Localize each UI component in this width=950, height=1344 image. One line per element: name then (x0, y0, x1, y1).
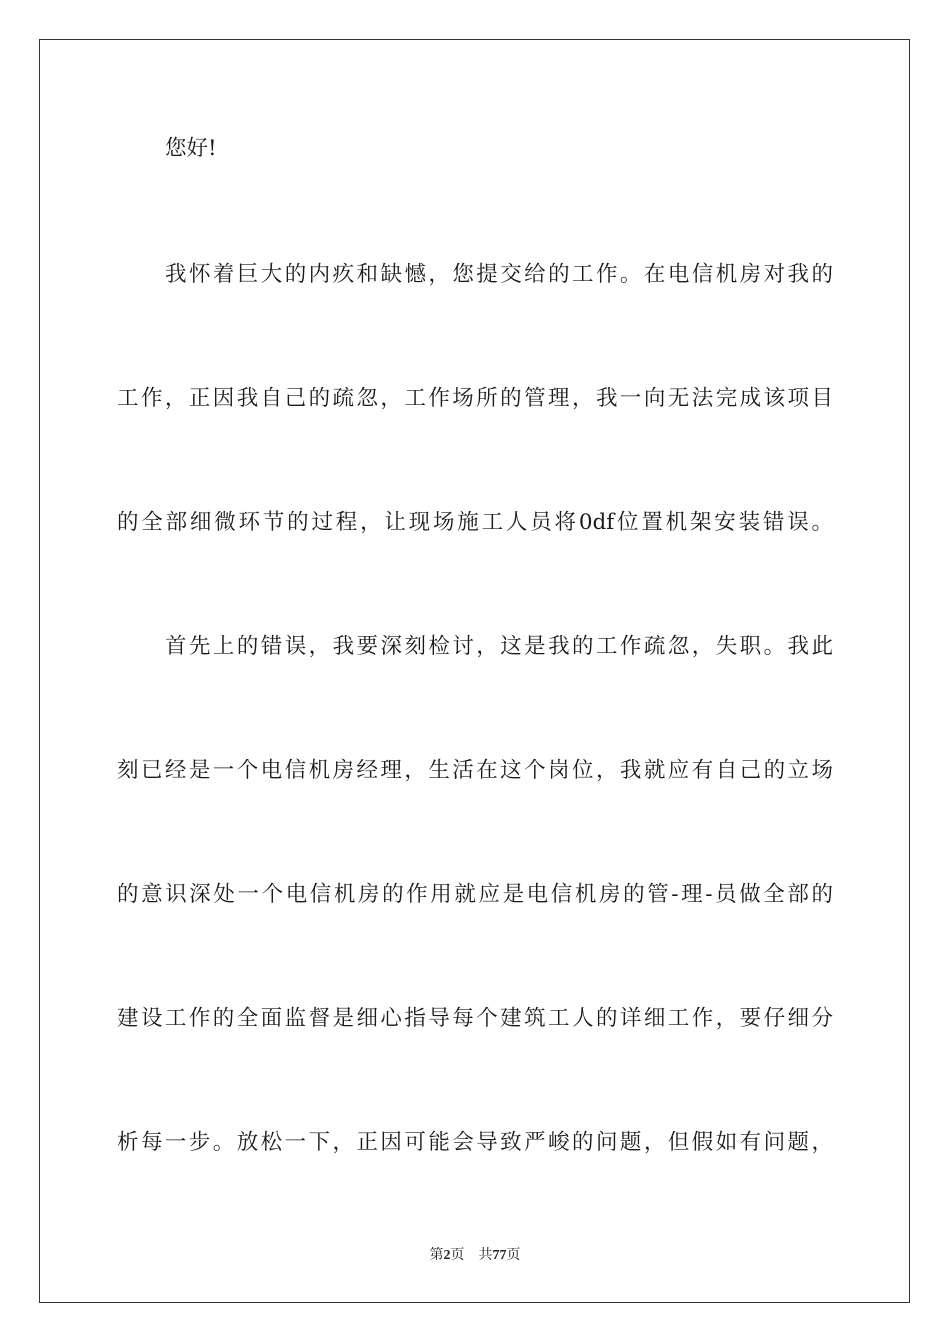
paragraph-line: 建设工作的全面监督是细心指导每个建筑工人的详细工作，要仔细分 (117, 1006, 833, 1031)
page-prefix: 第 (429, 1248, 444, 1263)
total-prefix: 共 (478, 1248, 493, 1263)
greeting: 您好! (165, 136, 217, 161)
paragraph-line: 工作，正因我自己的疏忽，工作场所的管理，我一向无法完成该项目 (117, 386, 833, 411)
total-pages: 77 (492, 1248, 507, 1263)
paragraph-line: 刻已经是一个电信机房经理，生活在这个岗位，我就应有自己的立场 (117, 758, 833, 783)
paragraph-line: 我怀着巨大的内疚和缺憾，您提交给的工作。在电信机房对我的 (165, 262, 833, 287)
page-suffix: 页 (450, 1248, 465, 1263)
total-suffix: 页 (506, 1248, 521, 1263)
paragraph-line: 首先上的错误，我要深刻检讨，这是我的工作疏忽，失职。我此 (165, 634, 833, 659)
paragraph-line: 析每一步。放松一下，正因可能会导致严峻的问题，但假如有问题， (117, 1130, 833, 1155)
page-number: 2 (443, 1248, 451, 1263)
page-footer (0, 1244, 950, 1264)
paragraph-line: 的意识深处一个电信机房的作用就应是电信机房的管-理-员做全部的 (117, 882, 833, 907)
paragraph-line: 的全部细微环节的过程，让现场施工人员将0df位置机架安装错误。 (117, 510, 833, 535)
page-border (39, 39, 910, 1303)
